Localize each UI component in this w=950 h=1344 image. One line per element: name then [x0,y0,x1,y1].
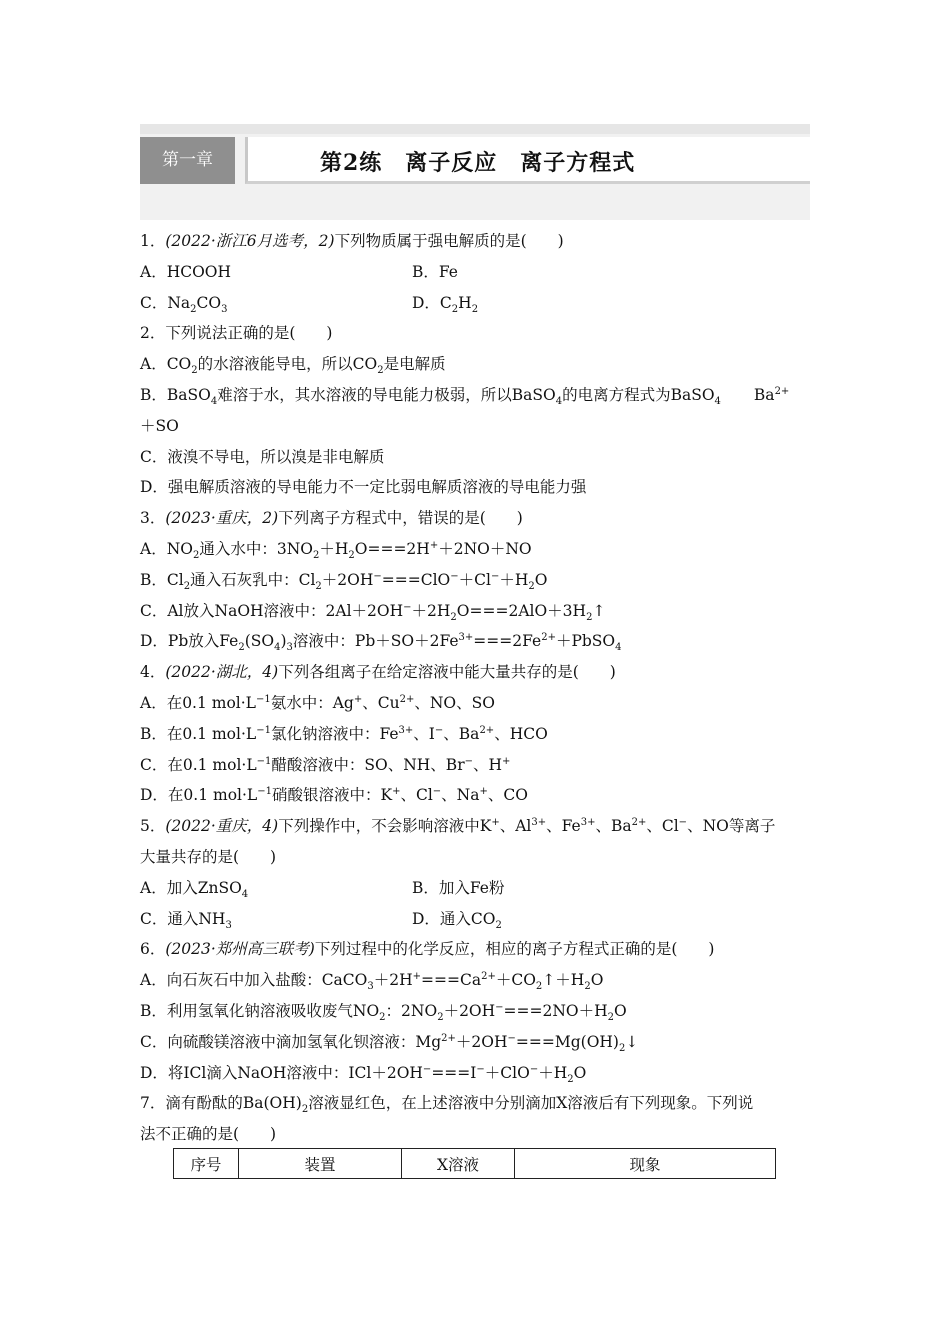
q1-option-a[interactable]: A．HCOOH [140,262,232,281]
question-list [140,226,810,1150]
q3-stem: 3．(2023·重庆，2)下列离子方程式中，错误的是( ) [140,509,523,528]
q3-option-d[interactable]: D．Pb放入$Fe_2(SO_4)_3$溶液中：$Pb+SO+2Fe^{3+}===2Fe^{2+}+PbSO_4$ [140,632,622,654]
q4-stem: 4．(2022·湖北，4)下列各组离子在给定溶液中能大量共存的是( ) [140,663,616,682]
q6-stem: 6．(2023·郑州高三联考)下列过程中的化学反应，相应的离子方程式正确的是( ) [140,940,715,959]
chapter-tab: 第一章 [140,137,235,184]
q2-option-a[interactable]: A．$CO_2$的水溶液能导电，所以$CO_2$是电解质 [140,355,446,377]
table-header-cell: 现象 [515,1149,776,1179]
q6-option-a[interactable]: A．向石灰石中加入盐酸：$CaCO_3+2H^+===Ca^{2+}+CO_2↑+H_2O$ [140,970,604,993]
q5-option-b[interactable]: B．加入Fe粉 [412,878,505,897]
q4-option-a[interactable]: A．在0.1 $mol\cdot L^{-1}$氨水中：Ag+、$Cu^{2+}$、NO、SO [140,693,495,712]
q1-option-d[interactable]: D．$C_2H_2$ [412,293,479,315]
q4-option-d[interactable]: D．在0.1 $mol\cdot L^{-1}$硝酸银溶液中：K+、Cl−、Na+、CO [140,786,528,805]
table-header-cell: 装置 [239,1149,402,1179]
q2-option-b[interactable]: B．BaSO$_4$难溶于水，其水溶液的导电能力极弱，所以BaSO$_4$的电离方程式为BaSO$_4$ $Ba^{2+}$ [140,385,790,408]
q7-stem-cont: 法不正确的是( ) [140,1125,277,1144]
q5-option-d[interactable]: D．通入$CO_2$ [412,909,502,931]
q6-option-b[interactable]: B．利用氢氧化钠溶液吸收废气$NO_2$：$2NO_2+2OH^-===2NO+H_2O$ [140,1001,627,1024]
page-title: 第2练 离子反应 离子方程式 [320,150,636,176]
q2-stem: 2．下列说法正确的是( ) [140,324,333,343]
q1-options-cd [140,288,810,319]
q5-options-ab [140,873,810,904]
q7-table [173,1148,776,1179]
q1-option-b[interactable]: B．Fe [412,262,458,281]
q6-option-c[interactable]: C．向硫酸镁溶液中滴加氢氧化钡溶液：$Mg^{2+}+2OH^-===Mg(OH)_2↓$ [140,1032,639,1054]
q1-options-ab [140,257,810,288]
q3-option-c[interactable]: C．Al放入NaOH溶液中：$2Al+2OH^-+2H_2O===2AlO+3H_2↑$ [140,601,606,623]
q4-option-c[interactable]: C．在0.1 $mol\cdot L^{-1}$醋酸溶液中：SO、NH、Br−、H+ [140,755,511,774]
q5-stem-cont: 大量共存的是( ) [140,847,277,866]
q5-options-cd [140,904,810,935]
q7-stem: 7．滴有酚酞的$Ba(OH)_2$溶液显红色，在上述溶液中分别滴加X溶液后有下列现象。下列说 [140,1094,754,1116]
header-topline [140,124,810,134]
q4-option-b[interactable]: B．在0.1 $mol\cdot L^{-1}$氯化钠溶液中：$Fe^{3+}$、I−、$Ba^{2+}$、HCO [140,724,548,743]
q5-stem: 5．(2022·重庆，4)下列操作中，不会影响溶液中K+、$Al^{3+}$、$Fe^{3+}$、$Ba^{2+}$、Cl−、NO等离子 [140,816,776,836]
q3-option-a[interactable]: A．$NO_2$通入水中：$3NO_2+H_2O===2H^++2NO+NO$ [140,539,532,562]
q2-option-c[interactable]: C．液溴不导电，所以溴是非电解质 [140,447,385,466]
table-header-cell: X溶液 [402,1149,515,1179]
q3-option-b[interactable]: B．$Cl_2$通入石灰乳中：$Cl_2+2OH^-===ClO^-+Cl^-+H_2O$ [140,570,548,592]
table-header-cell: 序号 [174,1149,239,1179]
q2-option-d[interactable]: D．强电解质溶液的导电能力不一定比弱电解质溶液的导电能力强 [140,478,587,497]
q6-option-d[interactable]: D．将ICl滴入NaOH溶液中：$ICl+2OH^-===I^-+ClO^-+H_2O$ [140,1063,587,1085]
q5-option-c[interactable]: C．通入$NH_3$ [140,909,232,931]
q5-option-a[interactable]: A．加入ZnSO$_4$ [140,878,249,900]
q1-option-c[interactable]: C．$Na_2CO_3$ [140,293,228,315]
q1-stem: 1．(2022·浙江6月选考，2)下列物质属于强电解质的是( ) [140,232,564,250]
q2-option-b-cont: ＋SO [140,416,179,435]
table-header-row [174,1149,776,1179]
